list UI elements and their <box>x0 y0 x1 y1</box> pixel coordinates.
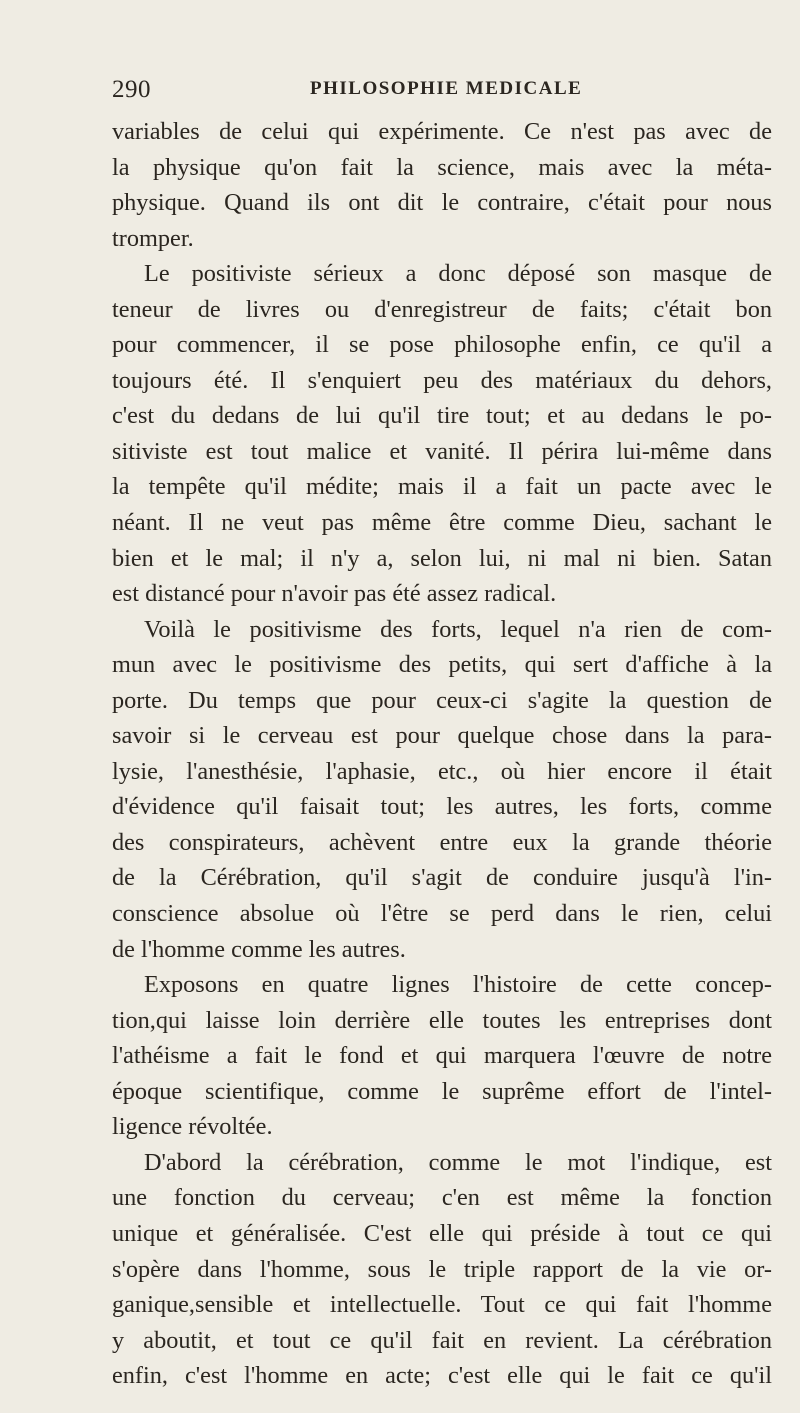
text-line: s'opère dans l'homme, sous le triple rapport de la vie or- <box>112 1255 772 1283</box>
text-line: sitiviste est tout malice et vanité. Il périra lui-même dans <box>112 437 772 465</box>
text-line: une fonction du cerveau; c'en est même la fonction <box>112 1184 772 1212</box>
text-line: enfin, c'est l'homme en acte; c'est elle qui le fait ce qu'il <box>112 1362 772 1390</box>
text-line: l'athéisme a fait le fond et qui marquera l'œuvre de notre <box>112 1042 772 1070</box>
text-line: ligence révoltée. <box>112 1113 273 1141</box>
text-line: Exposons en quatre lignes l'histoire de cette concep- <box>144 971 772 999</box>
text-line: ganique,sensible et intellectuelle. Tout ce qui fait l'homme <box>112 1291 772 1319</box>
text-line: la tempête qu'il médite; mais il a fait un pacte avec le <box>112 473 772 501</box>
text-line: D'abord la cérébration, comme le mot l'indique, est <box>144 1148 772 1176</box>
text-line: savoir si le cerveau est pour quelque chose dans la para- <box>112 722 772 750</box>
text-line: d'évidence qu'il faisait tout; les autres, les forts, comme <box>112 793 772 821</box>
text-line: teneur de livres ou d'enregistreur de faits; c'était bon <box>112 295 772 323</box>
text-line: Le positiviste sérieux a donc déposé son masque de <box>144 260 772 288</box>
text-line: de l'homme comme les autres. <box>112 935 406 963</box>
text-line: mun avec le positivisme des petits, qui sert d'affiche à la <box>112 651 772 679</box>
body-text <box>112 114 772 1394</box>
text-line: pour commencer, il se pose philosophe enfin, ce qu'il a <box>112 331 772 359</box>
text-line: physique. Quand ils ont dit le contraire, c'était pour nous <box>112 189 772 217</box>
text-line: porte. Du temps que pour ceux-ci s'agite la question de <box>112 686 772 714</box>
text-line: c'est du dedans de lui qu'il tire tout; et au dedans le po- <box>112 402 772 430</box>
text-line: est distancé pour n'avoir pas été assez radical. <box>112 580 557 608</box>
page-number: 290 <box>112 76 151 103</box>
text-line: bien et le mal; il n'y a, selon lui, ni mal ni bien. Satan <box>112 544 772 572</box>
text-line: tion,qui laisse loin derrière elle toutes les entreprises dont <box>112 1006 772 1034</box>
text-line: y aboutit, et tout ce qu'il fait en revient. La cérébration <box>112 1326 772 1354</box>
running-title: PHILOSOPHIE MEDICALE <box>310 78 583 99</box>
text-line: variables de celui qui expérimente. Ce n'est pas avec de <box>112 118 772 145</box>
page-header <box>112 76 772 110</box>
text-line: Voilà le positivisme des forts, lequel n'a rien de com- <box>144 615 772 643</box>
text-line: de la Cérébration, qu'il s'agit de conduire jusqu'à l'in- <box>112 864 772 892</box>
text-line: tromper. <box>112 224 194 252</box>
text-line: unique et généralisée. C'est elle qui préside à tout ce qui <box>112 1219 772 1247</box>
text-line: toujours été. Il s'enquiert peu des matériaux du dehors, <box>112 366 772 394</box>
text-line: époque scientifique, comme le suprême effort de l'intel- <box>112 1077 772 1105</box>
text-line: néant. Il ne veut pas même être comme Dieu, sachant le <box>112 509 772 537</box>
text-line: des conspirateurs, achèvent entre eux la grande théorie <box>112 828 772 856</box>
text-line: lysie, l'anesthésie, l'aphasie, etc., où hier encore il était <box>112 757 772 785</box>
text-line: conscience absolue où l'être se perd dans le rien, celui <box>112 900 772 928</box>
text-line: la physique qu'on fait la science, mais avec la méta- <box>112 153 772 181</box>
